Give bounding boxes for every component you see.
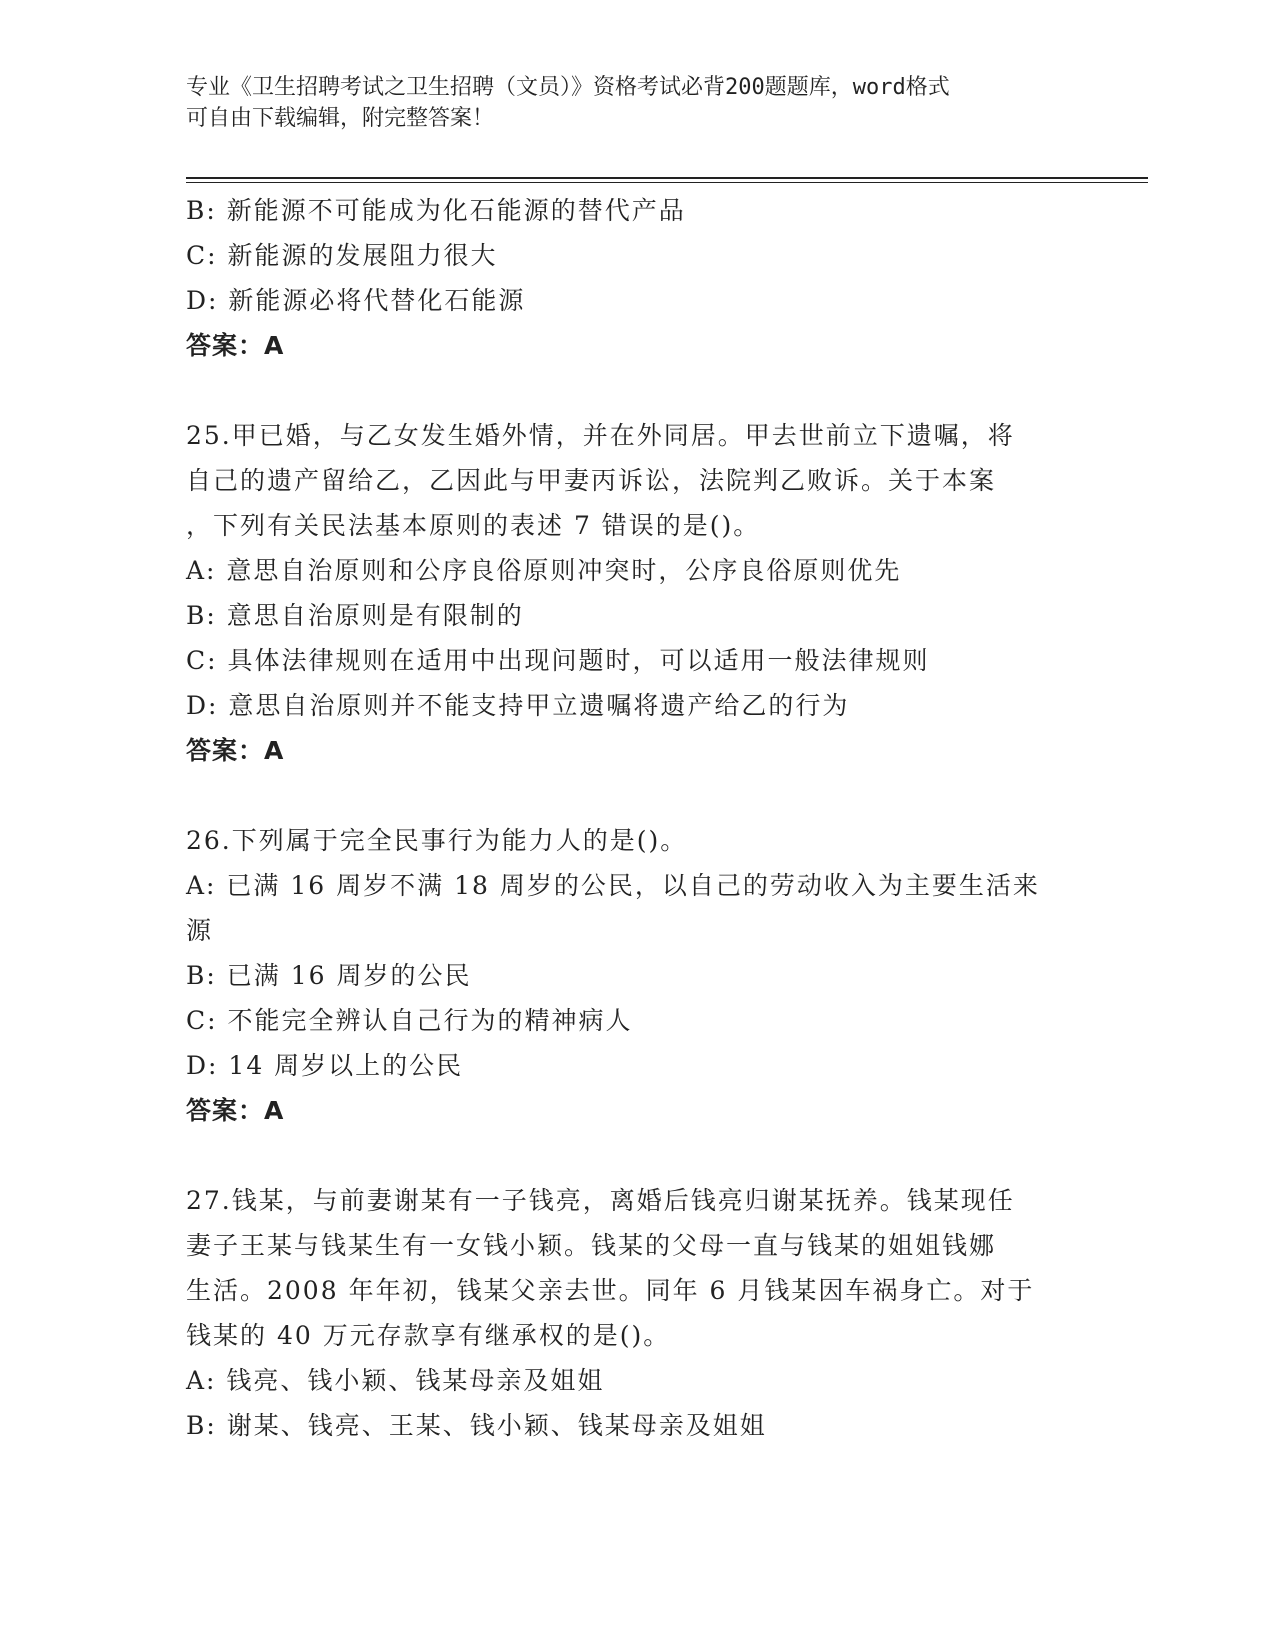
question-stem-line: 妻子王某与钱某生有一女钱小颖。钱某的父母一直与钱某的姐姐钱娜 bbox=[186, 1231, 997, 1260]
question-stem-line: 26.下列属于完全民事行为能力人的是()。 bbox=[186, 826, 688, 855]
header-title-line1: 专业《卫生招聘考试之卫生招聘（文员）》资格考试必背200题题库，word格式 bbox=[186, 75, 950, 100]
option-a: A: 钱亮、钱小颖、钱某母亲及姐姐 bbox=[186, 1366, 605, 1395]
option-d: D: 意思自治原则并不能支持甲立遗嘱将遗产给乙的行为 bbox=[186, 691, 850, 720]
header-rule bbox=[186, 177, 1148, 179]
spacer bbox=[186, 368, 1106, 413]
question-stem-line: 自己的遗产留给乙，乙因此与甲妻丙诉讼，法院判乙败诉。关于本案 bbox=[186, 466, 997, 495]
spacer bbox=[186, 1133, 1106, 1178]
option-a-continued: 源 bbox=[186, 916, 214, 945]
answer-line: 答案：A bbox=[186, 331, 285, 360]
option-c: C: 不能完全辨认自己行为的精神病人 bbox=[186, 1006, 633, 1035]
header-title-line2: 可自由下载编辑，附完整答案！ bbox=[186, 106, 495, 131]
question-stem-line: ，下列有关民法基本原则的表述 7 错误的是()。 bbox=[186, 511, 761, 540]
option-a: A: 已满 16 周岁不满 18 周岁的公民，以自己的劳动收入为主要生活来 bbox=[186, 871, 1040, 900]
option-c: C: 具体法律规则在适用中出现问题时，可以适用一般法律规则 bbox=[186, 646, 930, 675]
question-stem-line: 27.钱某，与前妻谢某有一子钱亮，离婚后钱亮归谢某抚养。钱某现任 bbox=[186, 1186, 1015, 1215]
option-b: B: 意思自治原则是有限制的 bbox=[186, 601, 524, 630]
question-27 bbox=[186, 1178, 1106, 1448]
option-b: B: 已满 16 周岁的公民 bbox=[186, 961, 472, 990]
document-body bbox=[186, 188, 1106, 1448]
spacer bbox=[186, 773, 1106, 818]
option-d: D: 新能源必将代替化石能源 bbox=[186, 286, 526, 315]
question-25 bbox=[186, 413, 1106, 773]
option-b: B: 新能源不可能成为化石能源的替代产品 bbox=[186, 196, 686, 225]
option-a: A: 意思自治原则和公序良俗原则冲突时，公序良俗原则优先 bbox=[186, 556, 902, 585]
header-rule-thin bbox=[186, 182, 1148, 183]
question-stem-line: 钱某的 40 万元存款享有继承权的是()。 bbox=[186, 1321, 671, 1350]
question-stem-line: 25.甲已婚，与乙女发生婚外情，并在外同居。甲去世前立下遗嘱，将 bbox=[186, 421, 1015, 450]
page-header bbox=[186, 72, 1086, 134]
question-26 bbox=[186, 818, 1106, 1133]
answer-line: 答案：A bbox=[186, 1096, 285, 1125]
question-24 bbox=[186, 188, 1106, 368]
answer-line: 答案：A bbox=[186, 736, 285, 765]
question-stem-line: 生活。2008 年年初，钱某父亲去世。同年 6 月钱某因车祸身亡。对于 bbox=[186, 1276, 1035, 1305]
option-c: C: 新能源的发展阻力很大 bbox=[186, 241, 498, 270]
option-b: B: 谢某、钱亮、王某、钱小颖、钱某母亲及姐姐 bbox=[186, 1411, 767, 1440]
option-d: D: 14 周岁以上的公民 bbox=[186, 1051, 464, 1080]
